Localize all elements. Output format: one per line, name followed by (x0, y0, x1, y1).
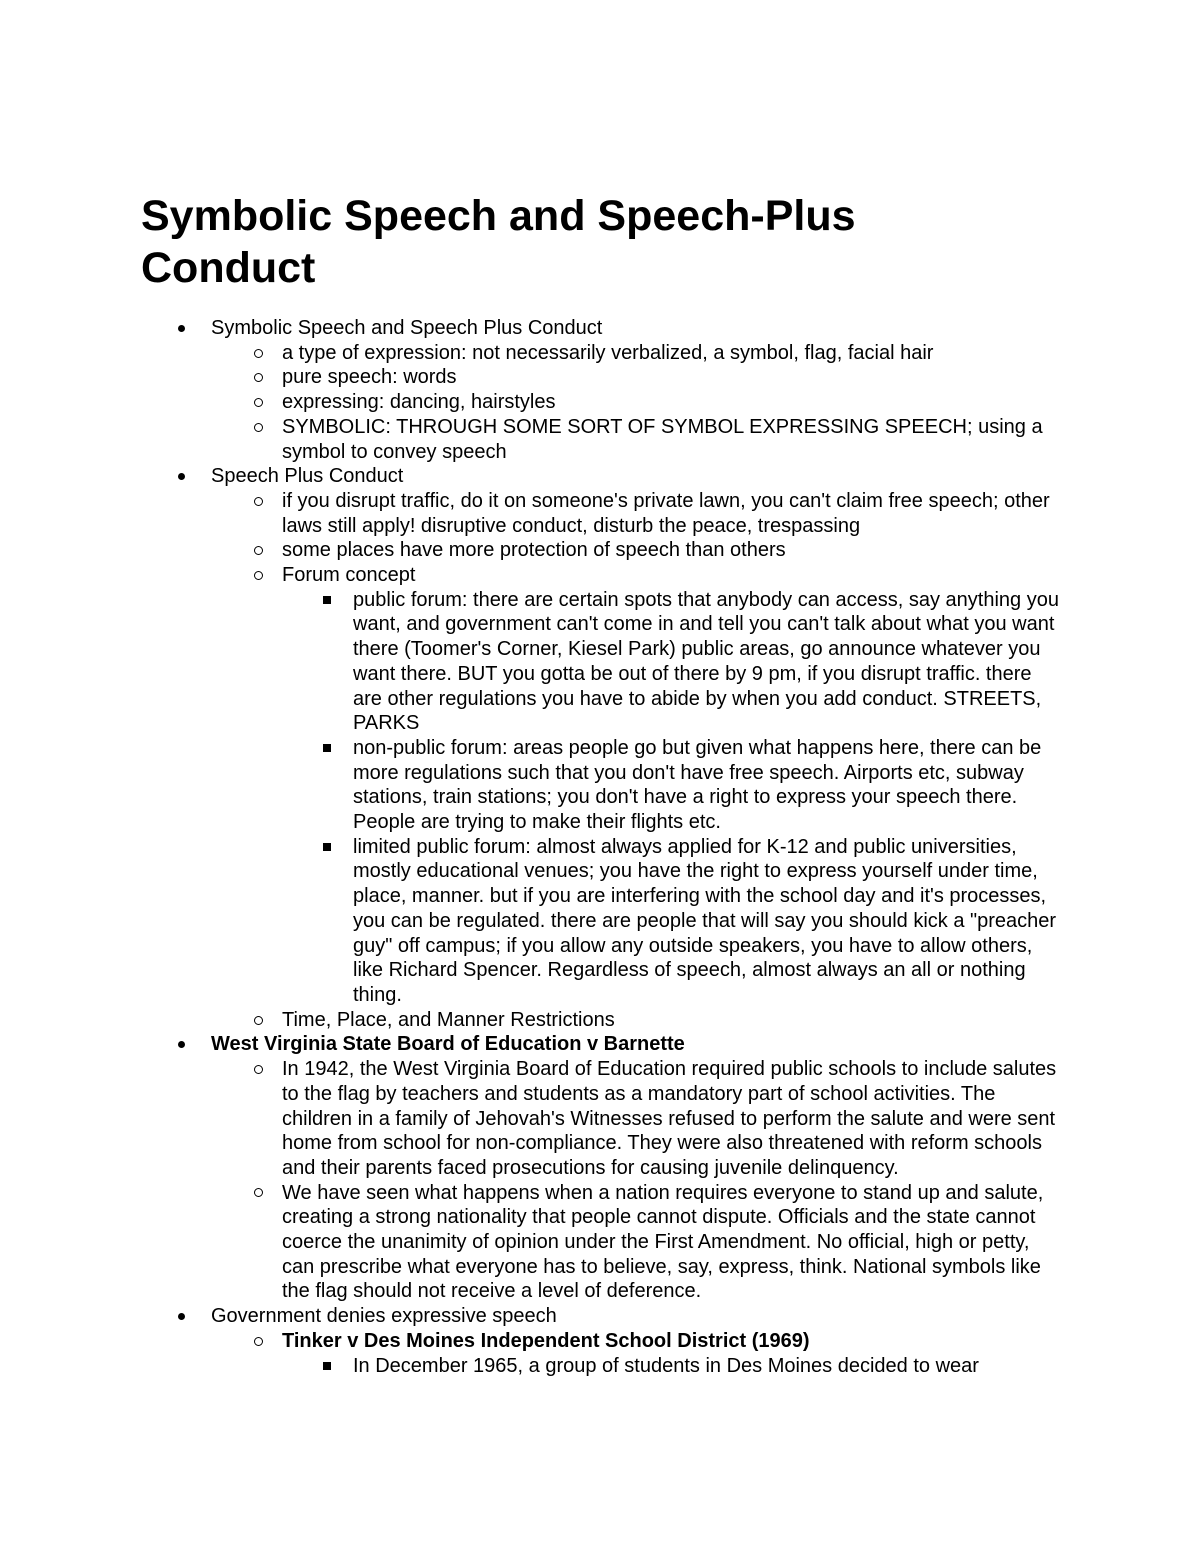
list-item-text: limited public forum: almost always applied for K-12 and public universities, mostly educational venues; you have the right to express yourself under time, place, manner. but if you are interfering with the school day and it's processes, you can be regulated. there are people that will say you should kick a "preacher guy" off campus; if you allow any outside speakers, you have to allow others, like Richard Spencer. Regardless of speech, almost always an all or nothing thing. (353, 835, 1057, 1006)
page-title: Symbolic Speech and Speech-Plus Conduct (141, 192, 856, 292)
list-item-text: expressing: dancing, hairstyles (282, 391, 556, 414)
list-item (353, 736, 1065, 835)
list-item (211, 1304, 1061, 1329)
list-item-text: Time, Place, and Manner Restrictions (282, 1008, 615, 1031)
list-item (211, 316, 1061, 341)
list-item (282, 1329, 1062, 1354)
filled-bullet-icon (174, 1304, 188, 1329)
list-item-text: some places have more protection of speech than others (282, 539, 786, 562)
list-item-text: Symbolic Speech and Speech Plus Conduct (211, 317, 603, 339)
hollow-bullet-icon (251, 365, 265, 390)
list-item-text: In 1942, the West Virginia Board of Education required public schools to include salutes to the flag by teachers and students as a mandatory part of school activities. The children in a family of Jehovah's Witnesses refused to perform the salute and were sent home from school for non-compliance. They were also threatened with reform schools and their parents faced prosecutions for causing juvenile delinquency. (282, 1058, 1057, 1179)
list-item (353, 835, 1065, 1008)
filled-bullet-icon (174, 464, 188, 489)
list-item-text: non-public forum: areas people go but given what happens here, there can be more regulations such that you don't have free speech. Airports etc, subway stations, train stations; you don't have a right to express your speech there. People are trying to make their flights etc. (353, 736, 1042, 834)
list-item-text: if you disrupt traffic, do it on someone's private lawn, you can't claim free speech; other laws still apply! disruptive conduct, disturb the peace, trespassing (282, 489, 1050, 537)
list-item (282, 390, 1062, 415)
list-item-text: pure speech: words (282, 366, 457, 389)
filled-bullet-icon (174, 1032, 188, 1057)
list-item (353, 588, 1065, 736)
list-item-text: a type of expression: not necessarily verbalized, a symbol, flag, facial hair (282, 341, 934, 364)
list-item-text: Speech Plus Conduct (211, 465, 404, 488)
list-item (282, 1008, 1062, 1033)
list-item-text: In December 1965, a group of students in Des Moines decided to wear (353, 1354, 979, 1377)
hollow-bullet-icon (251, 563, 265, 588)
hollow-bullet-icon (251, 1181, 265, 1206)
hollow-bullet-icon (251, 1329, 265, 1354)
square-bullet-icon (320, 835, 334, 860)
list-item (353, 1354, 1065, 1379)
square-bullet-icon (320, 1354, 334, 1379)
square-bullet-icon (320, 588, 334, 613)
list-item (211, 464, 1061, 489)
hollow-bullet-icon (251, 341, 265, 366)
case-heading: West Virginia State Board of Education v Barnette (211, 1033, 685, 1056)
hollow-bullet-icon (251, 538, 265, 563)
square-bullet-icon (320, 736, 334, 761)
list-item (282, 489, 1062, 538)
notes-outline (0, 316, 1200, 1378)
hollow-bullet-icon (251, 1008, 265, 1033)
list-item (282, 415, 1062, 464)
list-item-text: SYMBOLIC: THROUGH SOME SORT OF SYMBOL EXPRESSING SPEECH; using a symbol to convey speech (282, 415, 1043, 463)
list-item-text: Government denies expressive speech (211, 1305, 557, 1328)
filled-bullet-icon (174, 316, 188, 341)
list-item (282, 538, 1062, 563)
list-item (282, 1181, 1062, 1305)
list-item-text: We have seen what happens when a nation requires everyone to stand up and salute, creating a strong nationality that people cannot dispute. Officials and the state cannot coerce the unanimity of opinion under the First Amendment. No official, high or petty, can prescribe what everyone has to believe, say, express, think. National symbols like the flag should not receive a level of deference. (282, 1181, 1044, 1303)
list-item (282, 563, 1062, 588)
list-item-text: public forum: there are certain spots that anybody can access, say anything you want, and government can't come in and tell you can't talk about what you want there (Toomer's Corner, Kiesel Park) public areas, go announce whatever you want there. BUT you gotta be out of there by 9 pm, if you disrupt traffic. there are other regulations you have to abide by when you add conduct. STREETS, PARKS (353, 588, 1059, 735)
hollow-bullet-icon (251, 489, 265, 514)
list-item (211, 1032, 1061, 1057)
hollow-bullet-icon (251, 1057, 265, 1082)
list-item (282, 1057, 1062, 1181)
hollow-bullet-icon (251, 390, 265, 415)
list-item-text: Forum concept (282, 564, 416, 587)
case-heading: Tinker v Des Moines Independent School District (1969) (282, 1329, 810, 1352)
list-item (282, 341, 1062, 366)
list-item (282, 365, 1062, 390)
hollow-bullet-icon (251, 415, 265, 440)
